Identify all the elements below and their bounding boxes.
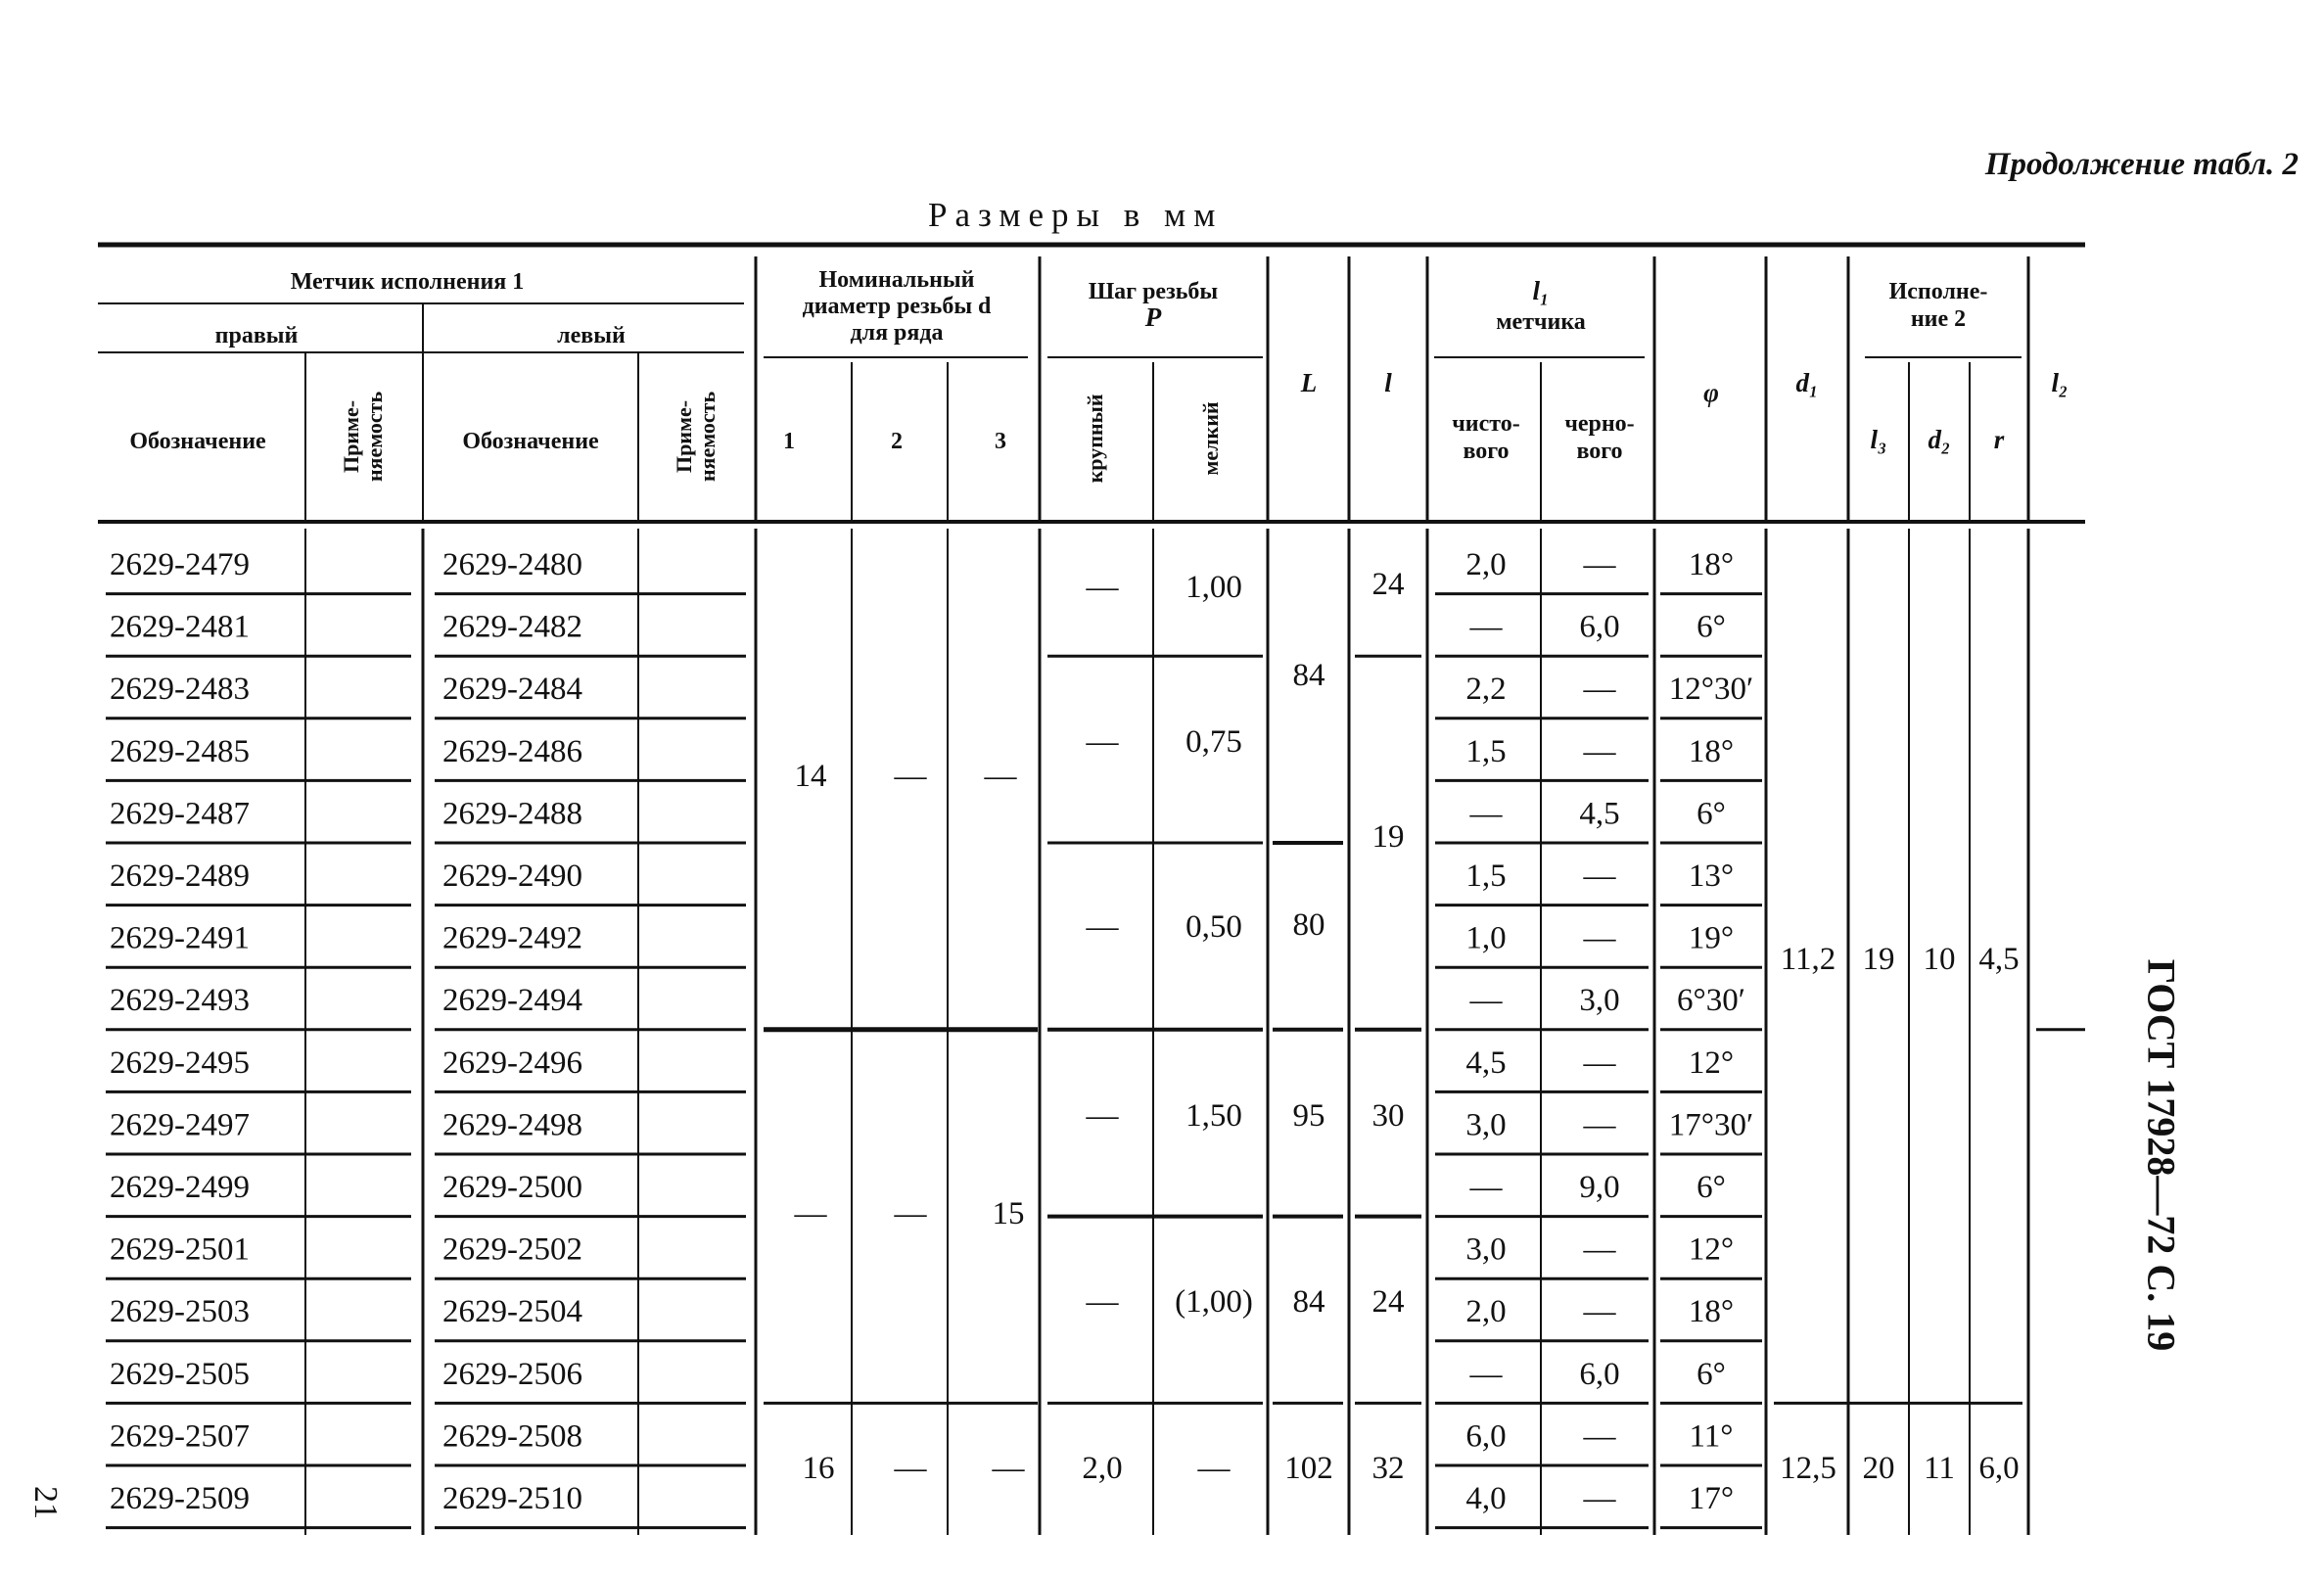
phi-angle-value: 6°30′ <box>1677 983 1745 1019</box>
designation-right: 2629-2507 <box>110 1418 250 1455</box>
designation-left: 2629-2486 <box>442 733 582 769</box>
designation-left: 2629-2510 <box>442 1481 582 1516</box>
designation-left: 2629-2500 <box>442 1170 582 1205</box>
designation-left: 2629-2492 <box>442 920 582 956</box>
pitch-fine-b: 0,75 <box>1185 724 1242 760</box>
standard-code: ГОСТ 17928—72 С. 19 <box>2139 958 2184 1352</box>
pitch-fine-a: 1,00 <box>1185 570 1242 605</box>
page-number: 21 <box>27 1486 64 1519</box>
diam-row3-group-c: — <box>992 1451 1025 1486</box>
header-l1: l₁ <box>1532 276 1550 305</box>
header-r: r <box>1993 425 2005 454</box>
designation-left: 2629-2502 <box>442 1231 582 1268</box>
header-thread-pitch: Шаг резьбы <box>1088 279 1219 304</box>
pitch-fine-f: — <box>1197 1451 1231 1486</box>
l1-roughing-value: — <box>1583 733 1616 769</box>
d2-value-b: 11 <box>1924 1451 1955 1486</box>
designation-right: 2629-2479 <box>110 547 250 582</box>
r-value-a: 4,5 <box>1978 942 2020 977</box>
l1-finishing-value: 3,0 <box>1465 1231 1507 1268</box>
r-value-b: 6,0 <box>1978 1451 2020 1486</box>
diam-row1-group-b: — <box>794 1196 827 1231</box>
designation-left: 2629-2506 <box>442 1356 582 1392</box>
l1-roughing-value: — <box>1583 1418 1616 1455</box>
l1-roughing-value: 3,0 <box>1579 983 1620 1019</box>
phi-angle-value: 12° <box>1688 1231 1735 1268</box>
phi-angle-value: 6° <box>1697 1170 1726 1205</box>
designation-left: 2629-2490 <box>442 859 582 894</box>
length-l-e: 32 <box>1371 1451 1405 1486</box>
designation-right: 2629-2493 <box>110 983 250 1019</box>
length-l-c: 30 <box>1371 1098 1405 1134</box>
l1-finishing-value: 4,0 <box>1465 1481 1507 1516</box>
designation-right: 2629-2483 <box>110 672 250 708</box>
svg-text:ние 2: ние 2 <box>1910 306 1967 332</box>
designation-right: 2629-2485 <box>110 733 250 769</box>
diam-row1-group-a: 14 <box>794 759 827 794</box>
l1-roughing-value: — <box>1583 859 1616 894</box>
phi-angle-value: 6° <box>1697 609 1726 645</box>
phi-angle-value: 17°30′ <box>1668 1107 1754 1143</box>
l1-roughing-value: — <box>1583 1481 1616 1516</box>
phi-angle-value: 6° <box>1697 796 1726 832</box>
length-l-b: 19 <box>1371 819 1405 855</box>
l1-roughing-value: 9,0 <box>1579 1170 1620 1205</box>
pitch-fine-c: 0,50 <box>1185 909 1242 945</box>
svg-text:вого: вого <box>1463 439 1510 464</box>
pitch-fine-d: 1,50 <box>1185 1098 1242 1134</box>
designation-left: 2629-2482 <box>442 609 582 645</box>
pitch-coarse-b: — <box>1086 724 1119 760</box>
designation-left: 2629-2480 <box>442 547 582 582</box>
svg-text:няемость: няемость <box>695 391 720 483</box>
designation-right: 2629-2487 <box>110 796 250 832</box>
designation-left: 2629-2508 <box>442 1418 582 1455</box>
phi-angle-value: 18° <box>1688 547 1735 582</box>
header-primenyaemost-left: Приме- <box>672 399 696 474</box>
designation-right: 2629-2509 <box>110 1481 250 1516</box>
diam-row3-group-a: — <box>984 759 1017 794</box>
header-levyi: левый <box>557 323 626 348</box>
l1-roughing-value: 6,0 <box>1579 1356 1620 1392</box>
phi-angle-value: 17° <box>1688 1481 1735 1516</box>
diam-row2-group-c: — <box>894 1451 927 1486</box>
pitch-coarse-c: — <box>1086 909 1119 945</box>
designation-left: 2629-2494 <box>442 983 582 1019</box>
header-oboznachenie-right: Обозначение <box>129 429 266 454</box>
l1-finishing-value: — <box>1469 983 1503 1019</box>
l1-finishing-value: 3,0 <box>1465 1107 1507 1143</box>
l1-finishing-value: — <box>1469 796 1503 832</box>
length-L-c: 95 <box>1292 1098 1325 1134</box>
header-fine: мелкий <box>1198 401 1223 476</box>
phi-angle-value: 12°30′ <box>1668 672 1754 708</box>
header-oboznachenie-left: Обозначение <box>462 429 599 454</box>
l3-value-a: 19 <box>1862 942 1895 977</box>
header-primenyaemost-right: Приме- <box>339 399 363 474</box>
phi-angle-value: 19° <box>1688 920 1735 956</box>
l1-roughing-value: 6,0 <box>1579 609 1620 645</box>
header-L: L <box>1300 368 1318 397</box>
l1-roughing-value: — <box>1583 672 1616 708</box>
phi-angle-value: 11° <box>1689 1418 1734 1455</box>
svg-text:P: P <box>1144 302 1162 332</box>
l1-roughing-value: — <box>1583 1044 1616 1081</box>
svg-text:диаметр резьбы d: диаметр резьбы d <box>802 294 992 319</box>
diam-row3-group-b: 15 <box>992 1196 1025 1231</box>
diam-row2-group-b: — <box>894 1196 927 1231</box>
svg-text:вого: вого <box>1576 439 1623 464</box>
svg-text:метчика: метчика <box>1496 309 1586 335</box>
l1-roughing-value: — <box>1583 547 1616 582</box>
header-nominal-diameter: Номинальный <box>818 267 975 293</box>
l1-roughing-value: — <box>1583 1294 1616 1330</box>
pitch-coarse-e: — <box>1086 1284 1119 1320</box>
phi-angle-value: 6° <box>1697 1356 1726 1392</box>
diam-row2-group-a: — <box>894 759 927 794</box>
designation-right: 2629-2497 <box>110 1107 250 1143</box>
l1-finishing-value: 6,0 <box>1465 1418 1507 1455</box>
units-note: Размеры в мм <box>928 196 1224 234</box>
header-finishing: чисто- <box>1452 411 1520 437</box>
header-l3: l₃ <box>1870 425 1887 454</box>
designation-right: 2629-2481 <box>110 609 250 645</box>
l1-finishing-value: 4,5 <box>1465 1044 1507 1081</box>
phi-angle-value: 13° <box>1688 859 1735 894</box>
designation-right: 2629-2501 <box>110 1231 250 1268</box>
designation-right: 2629-2491 <box>110 920 250 956</box>
l1-roughing-value: — <box>1583 1231 1616 1268</box>
l1-finishing-value: — <box>1469 1356 1503 1392</box>
length-L-a: 84 <box>1292 658 1325 693</box>
l1-roughing-value: — <box>1583 1107 1616 1143</box>
length-L-e: 102 <box>1284 1451 1333 1486</box>
l1-finishing-value: — <box>1469 1170 1503 1205</box>
svg-text:няемость: няемость <box>362 391 387 483</box>
pitch-fine-e: (1,00) <box>1175 1284 1253 1320</box>
header-row-1: 1 <box>783 429 795 454</box>
length-L-b: 80 <box>1292 907 1325 943</box>
header-d1: d₁ <box>1795 368 1819 397</box>
length-l-d: 24 <box>1371 1284 1405 1320</box>
l1-roughing-value: 4,5 <box>1579 796 1620 832</box>
designation-right: 2629-2499 <box>110 1170 250 1205</box>
designation-right: 2629-2489 <box>110 859 250 894</box>
l1-finishing-value: 1,5 <box>1465 859 1507 894</box>
designation-right: 2629-2503 <box>110 1294 250 1330</box>
d1-value-b: 12,5 <box>1780 1451 1836 1486</box>
header-phi: φ <box>1703 378 1719 407</box>
l3-value-b: 20 <box>1862 1451 1895 1486</box>
l1-finishing-value: 2,0 <box>1465 1294 1507 1330</box>
l1-finishing-value: 2,0 <box>1465 547 1507 582</box>
pitch-coarse-f: 2,0 <box>1082 1451 1123 1486</box>
header-version-2: Исполне- <box>1888 279 1988 304</box>
header-coarse: крупный <box>1083 394 1107 484</box>
designation-left: 2629-2504 <box>442 1294 582 1330</box>
header-d2: d₂ <box>1928 425 1951 454</box>
d1-value-a: 11,2 <box>1780 942 1836 977</box>
length-L-d: 84 <box>1292 1284 1325 1320</box>
length-l-a: 24 <box>1371 567 1405 602</box>
svg-text:для ряда: для ряда <box>850 320 944 346</box>
l1-finishing-value: 1,0 <box>1465 920 1507 956</box>
l1-finishing-value: 1,5 <box>1465 733 1507 769</box>
designation-left: 2629-2498 <box>442 1107 582 1143</box>
phi-angle-value: 12° <box>1688 1044 1735 1081</box>
designation-left: 2629-2488 <box>442 796 582 832</box>
header-pravyi: правый <box>214 323 299 348</box>
table-continuation-caption: Продолжение табл. 2 <box>1984 147 2299 182</box>
pitch-coarse-a: — <box>1086 570 1119 605</box>
header-row-3: 3 <box>995 429 1006 454</box>
diam-row1-group-c: 16 <box>802 1451 835 1486</box>
header-l: l <box>1384 368 1392 397</box>
designation-left: 2629-2496 <box>442 1044 582 1081</box>
designation-right: 2629-2505 <box>110 1356 250 1392</box>
phi-angle-value: 18° <box>1688 1294 1735 1330</box>
phi-angle-value: 18° <box>1688 733 1735 769</box>
l1-finishing-value: — <box>1469 609 1503 645</box>
l2-value: — <box>2043 1010 2076 1045</box>
header-roughing: черно- <box>1564 411 1635 437</box>
d2-value-a: 10 <box>1923 942 1956 977</box>
designation-left: 2629-2484 <box>442 672 582 708</box>
l1-finishing-value: 2,2 <box>1465 672 1507 708</box>
header-row-2: 2 <box>891 429 903 454</box>
designation-right: 2629-2495 <box>110 1044 250 1081</box>
header-metchik: Метчик исполнения 1 <box>290 269 525 295</box>
l1-roughing-value: — <box>1583 920 1616 956</box>
header-l2: l₂ <box>2051 368 2068 397</box>
pitch-coarse-d: — <box>1086 1098 1119 1134</box>
